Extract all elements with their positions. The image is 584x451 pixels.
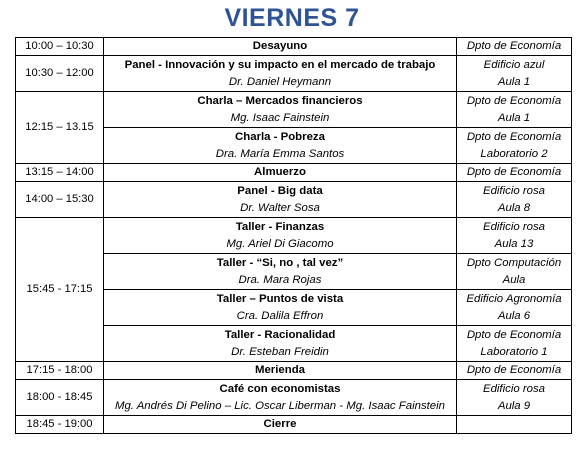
- time-cell: 12:15 – 13.15: [16, 92, 104, 164]
- location-cell: [457, 38, 572, 56]
- event-title: Taller – Puntos de vista: [216, 292, 344, 305]
- location-building: Edificio azul: [483, 58, 545, 71]
- time-cell: 10:30 – 12:00: [16, 56, 104, 92]
- location-building: [457, 416, 571, 433]
- location-cell: [457, 290, 572, 326]
- table-row: [16, 92, 572, 128]
- event-speaker: Dr. Daniel Heymann: [228, 75, 332, 88]
- event-title: Panel - Big data: [237, 184, 323, 197]
- location-cell: [457, 164, 572, 182]
- location-room: Aula: [502, 273, 526, 286]
- location-cell: [457, 416, 572, 434]
- event-title: Taller - “Si, no , tal vez”: [216, 256, 344, 269]
- location-cell: [457, 218, 572, 254]
- time-cell: 18:00 - 18:45: [16, 380, 104, 416]
- location-building: Dpto Computación: [466, 256, 562, 269]
- time-cell: 15:45 - 17:15: [16, 218, 104, 362]
- location-building: Dpto de Economía: [466, 40, 562, 52]
- location-room: Aula 9: [497, 399, 531, 412]
- event-cell: [104, 92, 457, 128]
- event-title: Charla - Pobreza: [235, 130, 325, 143]
- location-building: Dpto de Economía: [466, 94, 562, 107]
- table-row: [16, 362, 572, 380]
- table-row: [16, 56, 572, 92]
- location-room: Aula 13: [494, 237, 534, 250]
- location-building: Dpto de Economía: [466, 166, 562, 178]
- location-room: Aula 1: [497, 75, 531, 88]
- time-cell: 18:45 - 19:00: [16, 416, 104, 434]
- event-title: Café con economistas: [219, 382, 341, 395]
- time-cell: 14:00 – 15:30: [16, 182, 104, 218]
- event-cell: [104, 290, 457, 326]
- event-cell: [104, 128, 457, 164]
- location-cell: [457, 326, 572, 362]
- event-title: Cierre: [104, 416, 457, 434]
- location-building: Edificio Agronomía: [466, 292, 562, 305]
- location-cell: [457, 56, 572, 92]
- event-speaker: Cra. Dalila Effron: [236, 309, 324, 322]
- location-building: Edificio rosa: [482, 184, 546, 197]
- time-cell: 10:00 – 10:30: [16, 38, 104, 56]
- event-title: Taller - Finanzas: [235, 220, 325, 233]
- event-cell: [104, 380, 457, 416]
- location-building: Dpto de Economía: [466, 130, 562, 143]
- table-row: [16, 182, 572, 218]
- event-title: Panel - Innovación y su impacto en el mercado de trabajo: [124, 58, 436, 71]
- location-room: Aula 6: [497, 309, 531, 322]
- table-row: [16, 380, 572, 416]
- page-title: VIERNES 7: [224, 4, 360, 32]
- event-cell: [104, 56, 457, 92]
- location-cell: [457, 182, 572, 218]
- location-room: Laboratorio 1: [480, 345, 548, 358]
- event-speaker: Mg. Ariel Di Giacomo: [226, 237, 334, 250]
- location-building: Edificio rosa: [482, 220, 546, 233]
- event-title: Almuerzo: [104, 164, 457, 182]
- event-speaker: Dra. María Emma Santos: [215, 147, 345, 160]
- event-cell: [104, 254, 457, 290]
- event-speaker: Mg. Andrés Di Pelino – Lic. Oscar Liberman - Mg. Isaac Fainstein: [114, 399, 446, 412]
- time-cell: 17:15 - 18:00: [16, 362, 104, 380]
- event-title: Desayuno: [104, 38, 457, 56]
- event-title: Charla – Mercados financieros: [197, 94, 363, 107]
- event-title: Merienda: [104, 362, 457, 380]
- location-room: Aula 8: [497, 201, 531, 214]
- location-building: Dpto de Economía: [466, 364, 562, 376]
- table-row: [16, 38, 572, 56]
- location-cell: [457, 92, 572, 128]
- event-speaker: Dra. Mara Rojas: [238, 273, 322, 286]
- location-cell: [457, 254, 572, 290]
- location-room: Laboratorio 2: [480, 147, 548, 160]
- event-cell: [104, 182, 457, 218]
- location-building: Edificio rosa: [482, 382, 546, 395]
- table-row: [16, 218, 572, 254]
- event-speaker: Dr. Walter Sosa: [240, 201, 320, 214]
- event-title: Taller - Racionalidad: [224, 328, 336, 341]
- time-cell: 13:15 – 14:00: [16, 164, 104, 182]
- location-building: Dpto de Economía: [466, 328, 562, 341]
- event-cell: [104, 218, 457, 254]
- schedule-table: [15, 37, 572, 434]
- location-cell: [457, 128, 572, 164]
- event-speaker: Dr. Esteban Freidin: [231, 345, 329, 358]
- event-cell: [104, 326, 457, 362]
- table-row: [16, 416, 572, 434]
- event-speaker: Mg. Isaac Fainstein: [230, 111, 330, 124]
- location-room: Aula 1: [497, 111, 531, 124]
- table-row: [16, 164, 572, 182]
- location-cell: [457, 380, 572, 416]
- location-cell: [457, 362, 572, 380]
